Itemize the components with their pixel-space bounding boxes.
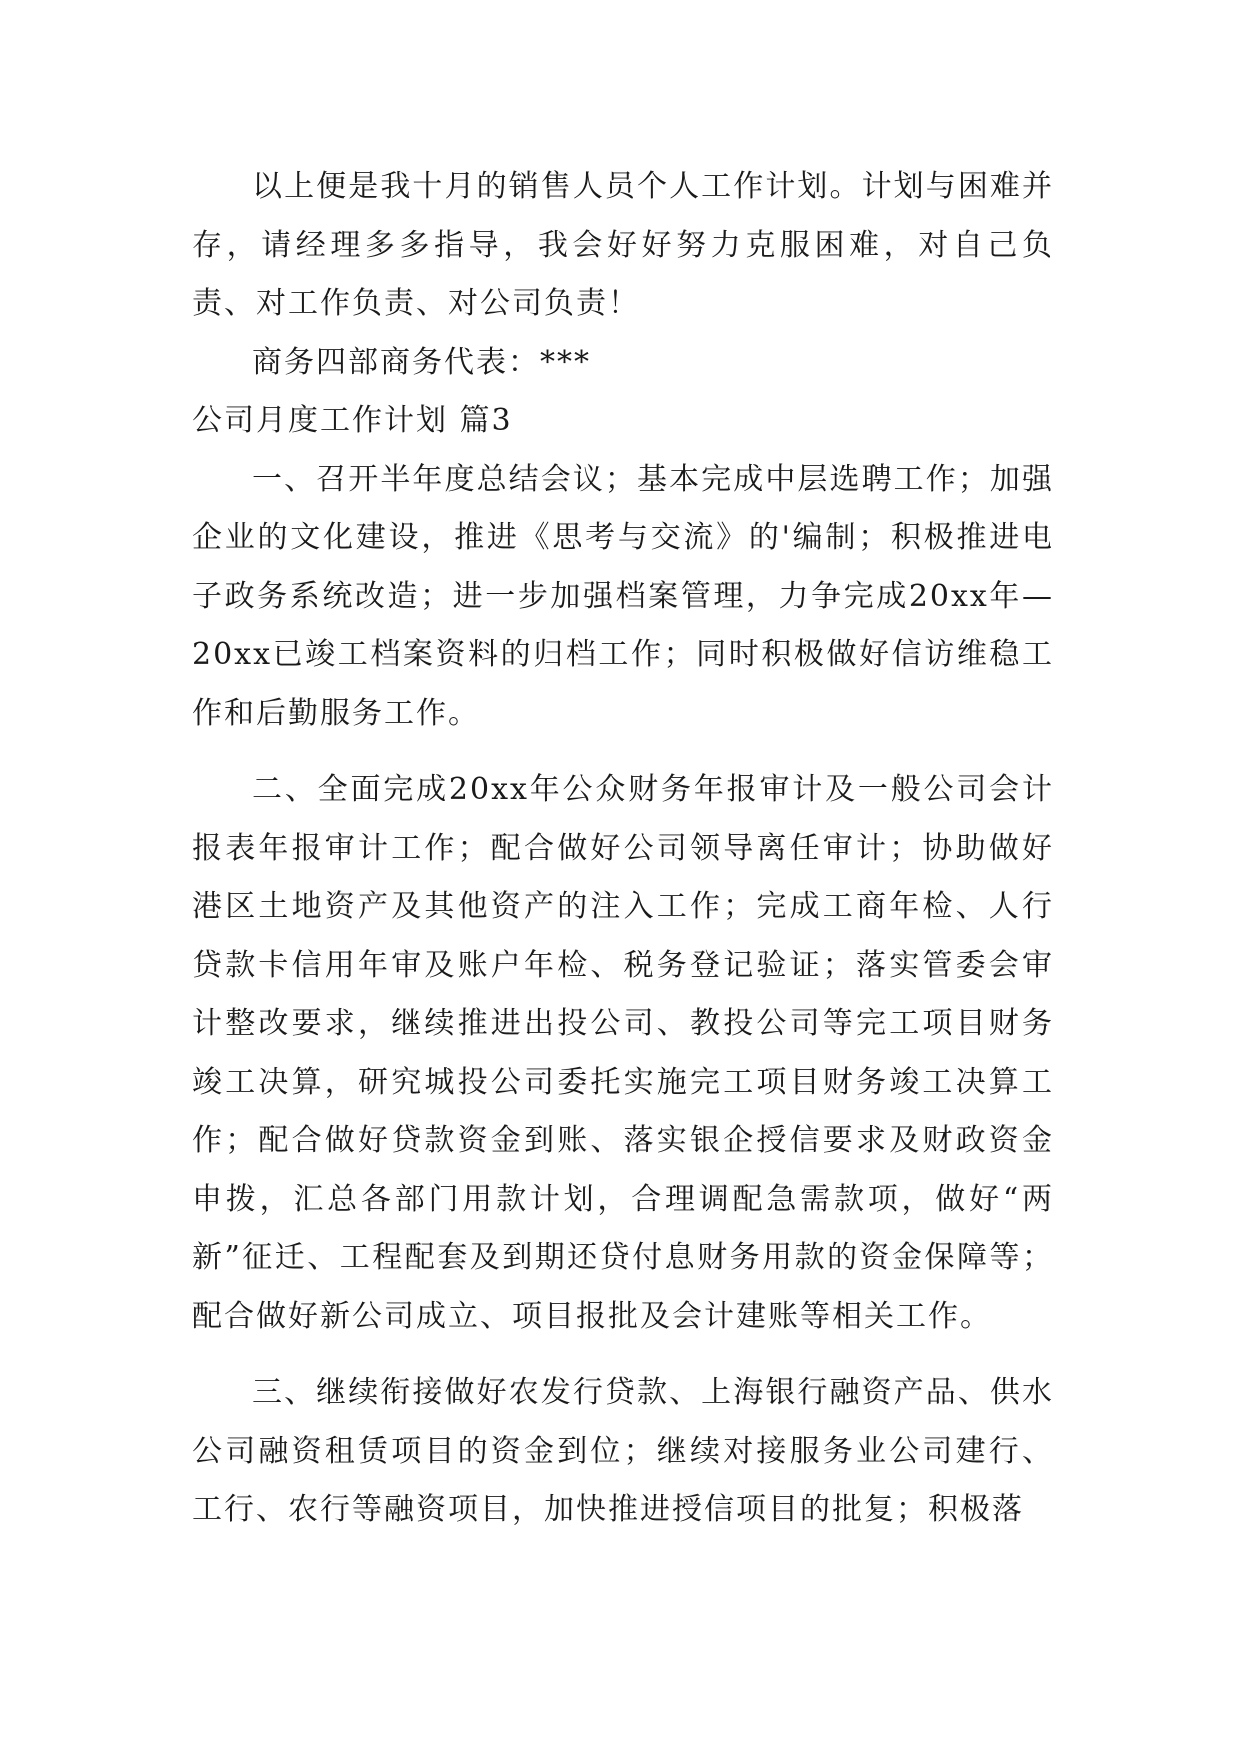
plan-item-1: 一、召开半年度总结会议；基本完成中层选聘工作；加强企业的文化建设，推进《思考与交流》的'编制；积极推进电子政务系统改造；进一步加强档案管理，力争完成20xx年—20xx已竣工档案资料的归档工作；同时积极做好信访维稳工作和后勤服务工作。	[192, 461, 1054, 731]
signature-line: 商务四部商务代表：***	[252, 344, 591, 380]
plan-item-2: 二、全面完成20xx年公众财务年报审计及一般公司会计报表年报审计工作；配合做好公司领导离任审计；协助做好港区土地资产及其他资产的注入工作；完成工商年检、人行贷款卡信用年审及账户年检、税务登记验证；落实管委会审计整改要求，继续推进出投公司、教投公司等完工项目财务竣工决算，研究城投公司委托实施完工项目财务竣工决算工作；配合做好贷款资金到账、落实银企授信要求及财政资金申拨，汇总各部门用款计划，合理调配急需款项，做好“两新”征迁、工程配套及到期还贷付息财务用款的资金保障等；配合做好新公司成立、项目报批及会计建账等相关工作。	[192, 772, 1054, 1334]
plan-item-3: 三、继续衔接做好农发行贷款、上海银行融资产品、供水公司融资租赁项目的资金到位；继续对接服务业公司建行、工行、农行等融资项目，加快推进授信项目的批复；积极落	[192, 1375, 1054, 1527]
closing-paragraph: 以上便是我十月的销售人员个人工作计划。计划与困难并存，请经理多多指导，我会好好努力克服困难，对自己负责、对工作负责、对公司负责！	[192, 169, 1054, 321]
section-heading: 公司月度工作计划 篇3	[192, 403, 513, 438]
document-body	[192, 158, 1054, 1540]
